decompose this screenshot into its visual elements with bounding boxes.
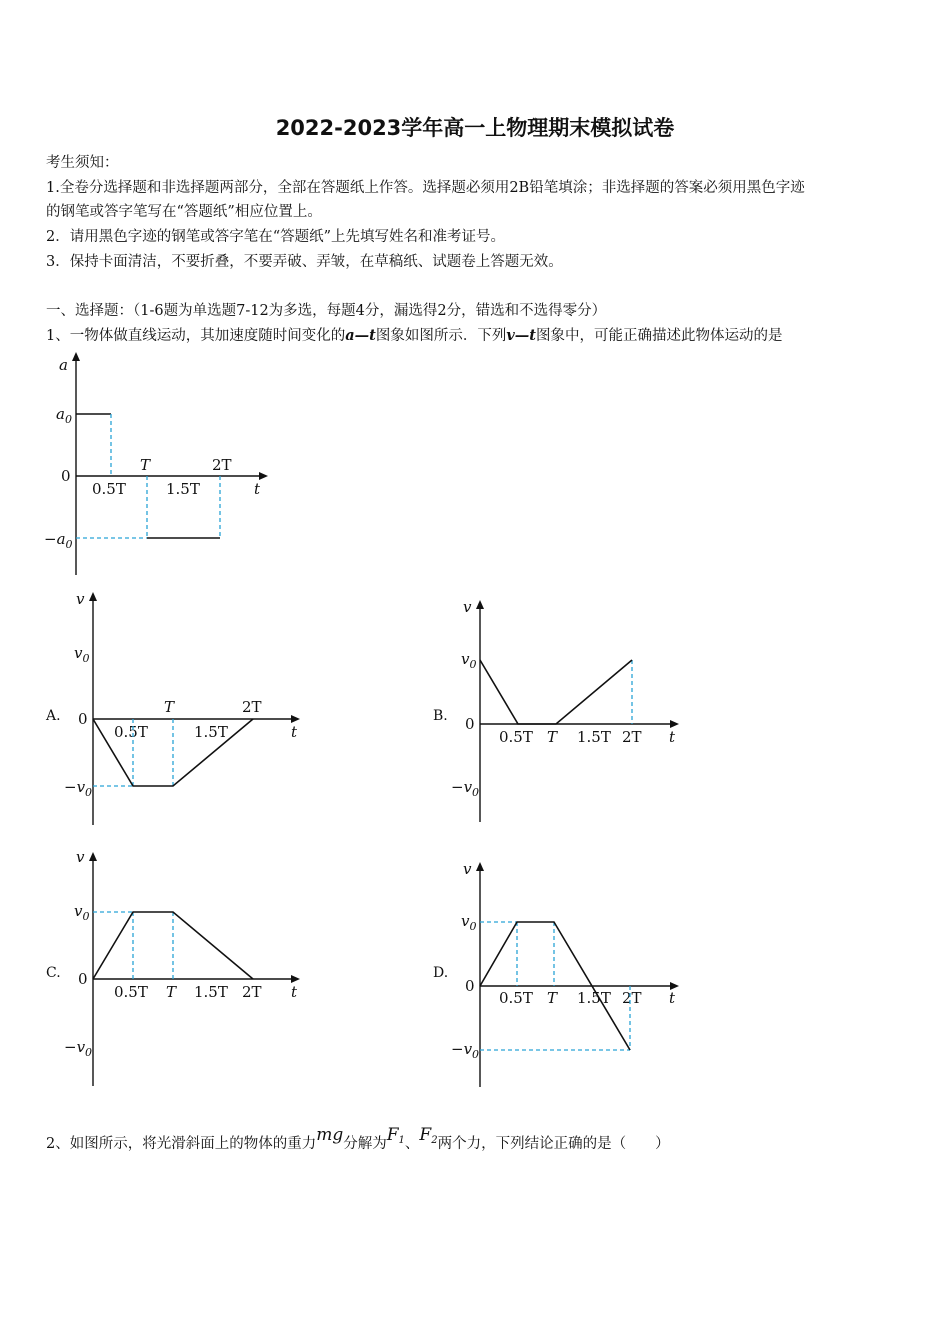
option-c-graph[interactable] <box>56 848 316 1088</box>
question-1: 1、一物体做直线运动，其加速度随时间变化的a—t图象如图所示．下列v—t图象中，可能正确描述此物体运动的是 <box>46 327 783 344</box>
t-axis-label: t <box>254 480 261 498</box>
zero-label: 0 <box>78 970 88 988</box>
f2-symbol: $F_2$ <box>419 1125 438 1146</box>
a0-label: $a_0$ <box>56 405 72 426</box>
section-heading: 一、选择题：（1-6题为单选题7-12为多选，每题4分，漏选得2分，错选和不选得零分） <box>46 303 607 319</box>
v-axis-label: v <box>76 590 85 608</box>
v-axis-arrow <box>476 862 484 871</box>
zero-label: 0 <box>61 467 71 485</box>
tick-2T: 2T <box>242 698 262 716</box>
tick-1.5T: 1.5T <box>194 723 228 741</box>
tick-T: T <box>547 728 558 746</box>
a-axis-arrow <box>72 352 80 361</box>
tick-1.5T: 1.5T <box>577 728 611 746</box>
v0-label: $v_0$ <box>461 912 477 933</box>
t-axis-arrow <box>291 715 300 723</box>
tick-T: T <box>547 989 558 1007</box>
v-axis-arrow <box>89 592 97 601</box>
notice-item-2: 2．请用黑色字迹的钢笔或答字笔在“答题纸”上先填写姓名和准考证号。 <box>46 229 506 245</box>
v-axis-label: v <box>463 598 472 616</box>
question-2: 2、如图所示，将光滑斜面上的物体的重力mg分解为$F_1$、$F_2$两个力，下列结论正确的是（ ） <box>46 1125 670 1152</box>
zero-label: 0 <box>465 977 475 995</box>
option-a-label[interactable]: A. <box>46 708 61 724</box>
mg-symbol: mg <box>316 1125 344 1145</box>
tick-T: T <box>164 698 175 716</box>
v-t-curve <box>480 660 632 724</box>
at-graph <box>40 350 280 580</box>
page-title: 2022-2023学年高一上物理期末模拟试卷 <box>275 116 675 140</box>
neg-a0-label: $-a_0$ <box>44 530 73 551</box>
option-a-graph[interactable] <box>56 588 316 828</box>
option-b-label[interactable]: B. <box>433 708 448 724</box>
t-axis-arrow <box>259 472 268 480</box>
tick-0.5T: 0.5T <box>499 989 533 1007</box>
tick-0.5T: 0.5T <box>499 728 533 746</box>
notice-item-1: 1.全卷分选择题和非选择题两部分，全部在答题纸上作答。选择题必须用2B铅笔填涂；非选择题的答案必须用黑色字迹 <box>46 180 805 196</box>
tick-2T: 2T <box>622 989 642 1007</box>
notice-item-1-cont: 的钢笔或答字笔写在“答题纸”相应位置上。 <box>46 204 322 220</box>
tick-T: T <box>140 456 151 474</box>
t-axis-label: t <box>669 728 676 746</box>
t-axis-label: t <box>291 723 298 741</box>
tick-2T: 2T <box>622 728 642 746</box>
symbol-a-t: a—t <box>345 327 376 344</box>
v-axis-label: v <box>463 860 472 878</box>
v-axis-label: v <box>76 848 85 866</box>
zero-label: 0 <box>465 715 475 733</box>
v-axis-arrow <box>89 852 97 861</box>
v0-label: $v_0$ <box>461 650 477 671</box>
t-axis-arrow <box>291 975 300 983</box>
tick-2T: 2T <box>212 456 232 474</box>
neg-v0-label: $-v_0$ <box>451 1040 480 1061</box>
tick-1.5T: 1.5T <box>194 983 228 1001</box>
v0-label: $v_0$ <box>74 644 90 665</box>
option-b-graph[interactable] <box>443 596 703 826</box>
tick-2T: 2T <box>242 983 262 1001</box>
t-axis-label: t <box>291 983 298 1001</box>
v-axis-arrow <box>476 600 484 609</box>
neg-v0-label: $-v_0$ <box>451 778 480 799</box>
t-axis-label: t <box>669 989 676 1007</box>
neg-v0-label: $-v_0$ <box>64 1038 93 1059</box>
a-axis-label: a <box>59 356 68 374</box>
tick-1.5T: 1.5T <box>577 989 611 1007</box>
f1-symbol: $F_1$ <box>386 1125 405 1146</box>
tick-0.5T: 0.5T <box>114 723 148 741</box>
tick-T: T <box>166 983 177 1001</box>
neg-v0-label: $-v_0$ <box>64 778 93 799</box>
symbol-v-t: v—t <box>506 327 536 344</box>
tick-1.5T: 1.5T <box>166 480 200 498</box>
option-d-graph[interactable] <box>443 858 703 1090</box>
notice-item-3: 3．保持卡面清洁，不要折叠，不要弄破、弄皱，在草稿纸、试题卷上答题无效。 <box>46 254 563 270</box>
option-c-label[interactable]: C. <box>46 965 61 981</box>
option-d-label[interactable]: D. <box>433 965 449 981</box>
t-axis-arrow <box>670 720 679 728</box>
zero-label: 0 <box>78 710 88 728</box>
v0-label: $v_0$ <box>74 902 90 923</box>
tick-0.5T: 0.5T <box>92 480 126 498</box>
notice-heading: 考生须知： <box>46 155 119 171</box>
tick-0.5T: 0.5T <box>114 983 148 1001</box>
